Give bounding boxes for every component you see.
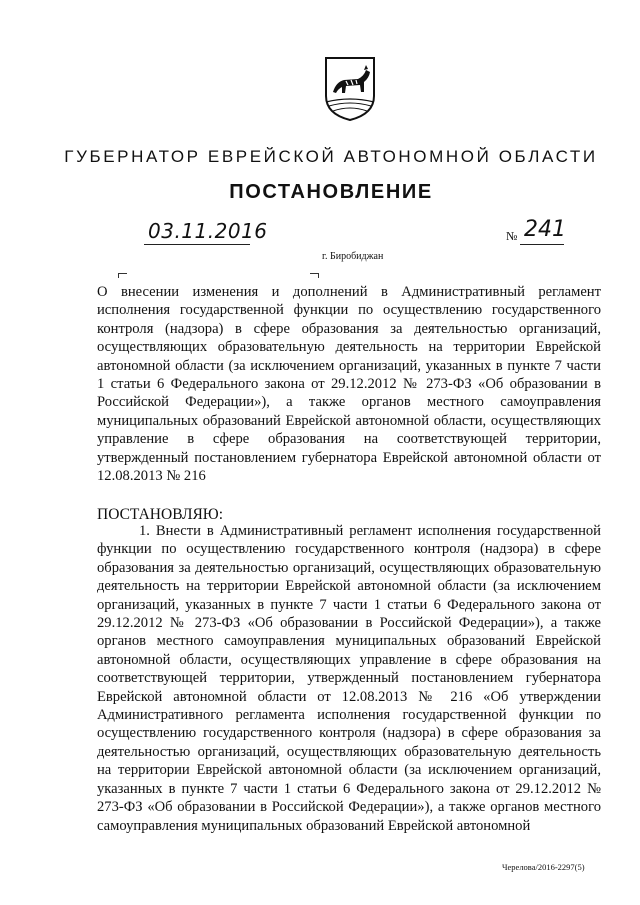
footer-code: Черелова/2016-2297(5) bbox=[502, 862, 585, 872]
subject-text: О внесении изменения и дополнений в Административный регламент исполнения государственной функции по осуществлению государственного контроля (надзора) в сфере образования за деятельностью организаций, осуществляющих образовательную деятельность на территории Еврейской автономной области (за исключением организаций, указанных в пункте 7 части 1 статьи 6 Федерального закона от 29.12.2012 № 273-ФЗ «Об образовании в Российской Федерации»), а также органов местного самоуправления муниципальных образований Еврейской автономной области, осуществляющих управление в сфере образования на соответствующей территории, утвержденный постановлением губернатора Еврейской автономной области от 12.08.2013 № 216 bbox=[97, 284, 601, 485]
document-number: 241 bbox=[524, 217, 566, 242]
number-label: № bbox=[506, 229, 518, 243]
number-underline bbox=[520, 244, 564, 245]
paragraph-1: 1. Внести в Административный регламент исполнения государственной функции по осуществлению государственного контроля (надзора) в сфере образования за деятельностью организаций, осуществляющих образовательную деятельность на территории Еврейской автономной области (за исключением организаций, указанных в пункте 7 части 1 статьи 6 Федерального закона от 29.12.2012 № 273-ФЗ «Об образовании в Российской Федерации»), а также органов местного самоуправления муниципальных образований Еврейской автономной области, осуществляющих управление в сфере образования на соответствующей территории, утвержденный постановлением губернатора Еврейской автономной области от 12.08.2013 № 216 «Об утверждении Административного регламента исполнения государственной функции по осуществлению государственного контроля (надзора) в сфере образования за деятельностью организаций, осуществляющих образовательную деятельность на территории Еврейской автономной области (за исключением организаций, указанных в пункте 7 части 1 статьи 6 Федерального закона от 29.12.2012 № 273-ФЗ «Об образовании в Российской Федерации»), а также органов местного самоуправления муниципальных образований Еврейской автономной bbox=[97, 523, 601, 834]
date-underline bbox=[144, 244, 250, 245]
coat-of-arms-icon bbox=[324, 56, 376, 122]
document-date: 03.11.2016 bbox=[148, 219, 268, 243]
subject-corner-right bbox=[310, 273, 319, 278]
decree-word: ПОСТАНОВЛЯЮ: bbox=[97, 506, 224, 523]
subject-corner-left bbox=[118, 273, 127, 278]
authority-title: ГУБЕРНАТОР ЕВРЕЙСКОЙ АВТОНОМНОЙ ОБЛАСТИ bbox=[64, 147, 598, 166]
city-label: г. Биробиджан bbox=[322, 251, 384, 262]
document-type: ПОСТАНОВЛЕНИЕ bbox=[229, 181, 433, 203]
